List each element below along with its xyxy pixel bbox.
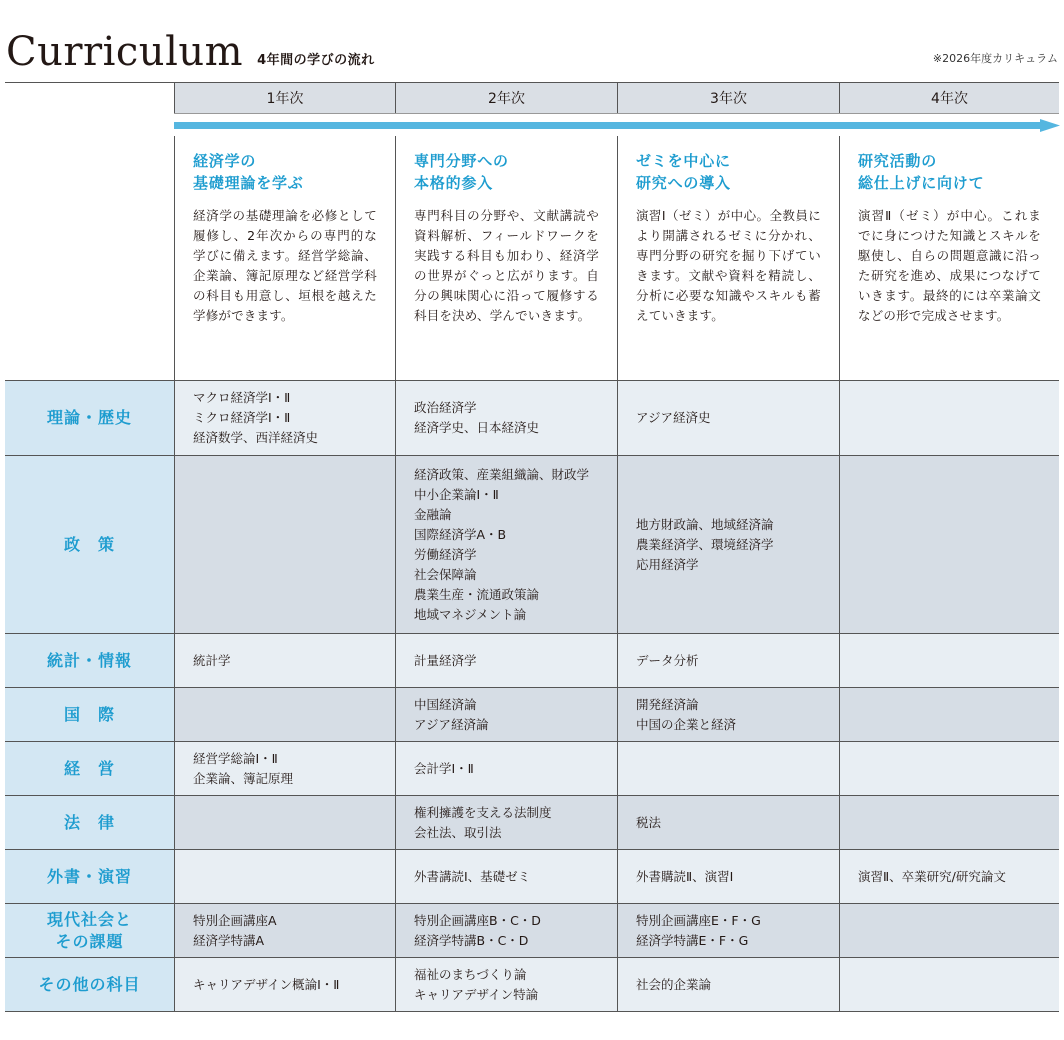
category-label: 国 際 [5,688,174,741]
course-cell [839,688,1059,741]
title-english: Curriculum [6,29,244,75]
page-title [6,22,375,75]
table-row [5,381,1059,456]
course-cell: 計量経済学 [395,634,617,687]
course-cell: 経営学総論Ⅰ・Ⅱ 企業論、簿記原理 [174,742,395,795]
course-cell [839,958,1059,1011]
phase-3-heading: ゼミを中心に 研究への導入 [636,152,731,192]
phase-2-body: 専門科目の分野や、文献講読や資料解析、フィールドワークを実践する科目も加わり、経済学の世界がぐっと広がります。自分の興味関心に沿って履修する科目を決め、学んでいきます。 [414,208,599,323]
curriculum-table [5,380,1059,1012]
category-label: 政 策 [5,456,174,633]
course-cell [174,796,395,849]
category-label: 現代社会と その課題 [5,904,174,957]
phase-3-body: 演習Ⅰ（ゼミ）が中心。全教員により開講されるゼミに分かれ、専門分野の研究を掘り下げていきます。文献や資料を精読し、分析に必要な知識やスキルも蓄えていきます。 [636,208,821,323]
phase-4-heading: 研究活動の 総仕上げに向けて [858,152,985,192]
table-row [5,688,1059,742]
course-cell [839,742,1059,795]
course-cell: 演習Ⅱ、卒業研究/研究論文 [839,850,1059,903]
course-cell: 特別企画講座B・C・D 経済学特講B・C・D [395,904,617,957]
year-header-2: 2年次 [395,83,617,113]
year-header-4: 4年次 [839,83,1059,113]
course-cell: キャリアデザイン概論Ⅰ・Ⅱ [174,958,395,1011]
table-row [5,796,1059,850]
course-cell: 社会的企業論 [617,958,839,1011]
title-japanese: 4年間の学びの流れ [257,53,375,68]
course-cell [174,688,395,741]
course-cell: 中国経済論 アジア経済論 [395,688,617,741]
course-cell: 特別企画講座E・F・G 経済学特講E・F・G [617,904,839,957]
course-cell [174,456,395,633]
category-label: 理論・歴史 [5,381,174,455]
course-cell [174,850,395,903]
course-cell [839,904,1059,957]
table-row [5,904,1059,958]
course-cell: 外書講読Ⅰ、基礎ゼミ [395,850,617,903]
course-cell [617,742,839,795]
course-cell [839,796,1059,849]
phase-2-heading: 専門分野への 本格的参入 [414,152,509,192]
phase-1 [175,136,395,380]
course-cell [839,456,1059,633]
year-header-1: 1年次 [174,83,395,113]
phase-1-heading: 経済学の 基礎理論を学ぶ [193,152,304,192]
table-row [5,456,1059,634]
category-label: その他の科目 [5,958,174,1011]
category-label: 法 律 [5,796,174,849]
course-cell: 会計学Ⅰ・Ⅱ [395,742,617,795]
year-header-row [174,83,1059,113]
phase-4-body: 演習Ⅱ（ゼミ）が中心。これまでに身につけた知識とスキルを駆使し、自らの問題意識に沿った研究を進め、成果につなげていきます。最終的には卒業論文などの形で完成させます。 [858,208,1041,323]
phase-3 [617,136,839,380]
year-header-3: 3年次 [617,83,839,113]
course-cell: データ分析 [617,634,839,687]
course-cell: 税法 [617,796,839,849]
progress-arrow [174,119,1060,133]
phase-4 [839,136,1059,380]
phase-1-body: 経済学の基礎理論を必修として履修し、2年次からの専門的な学びに備えます。経営学総論、企業論、簿記原理など経営学科の科目も用意し、垣根を越えた学修ができます。 [193,208,377,323]
category-label: 外書・演習 [5,850,174,903]
course-cell: 統計学 [174,634,395,687]
course-cell: 地方財政論、地域経済論 農業経済学、環境経済学 応用経済学 [617,456,839,633]
category-label: 統計・情報 [5,634,174,687]
course-cell: 外書購読Ⅱ、演習Ⅰ [617,850,839,903]
course-cell [839,634,1059,687]
category-label: 経 営 [5,742,174,795]
course-cell: マクロ経済学Ⅰ・Ⅱ ミクロ経済学Ⅰ・Ⅱ 経済数学、西洋経済史 [174,381,395,455]
table-row [5,850,1059,904]
course-cell: 福祉のまちづくり論 キャリアデザイン特論 [395,958,617,1011]
header-rule [174,113,1059,114]
course-cell: アジア経済史 [617,381,839,455]
table-row [5,634,1059,688]
course-cell: 権利擁護を支える法制度 会社法、取引法 [395,796,617,849]
year-note: ※2026年度カリキュラム [932,52,1058,65]
phase-2 [395,136,617,380]
course-cell: 経済政策、産業組織論、財政学 中小企業論Ⅰ・Ⅱ 金融論 国際経済学A・B 労働経済学 社会保障論 農業生産・流通政策論 地域マネジメント論 [395,456,617,633]
course-cell: 特別企画講座A 経済学特講A [174,904,395,957]
course-cell: 開発経済論 中国の企業と経済 [617,688,839,741]
table-row [5,958,1059,1012]
course-cell: 政治経済学 経済学史、日本経済史 [395,381,617,455]
course-cell [839,381,1059,455]
table-row [5,742,1059,796]
